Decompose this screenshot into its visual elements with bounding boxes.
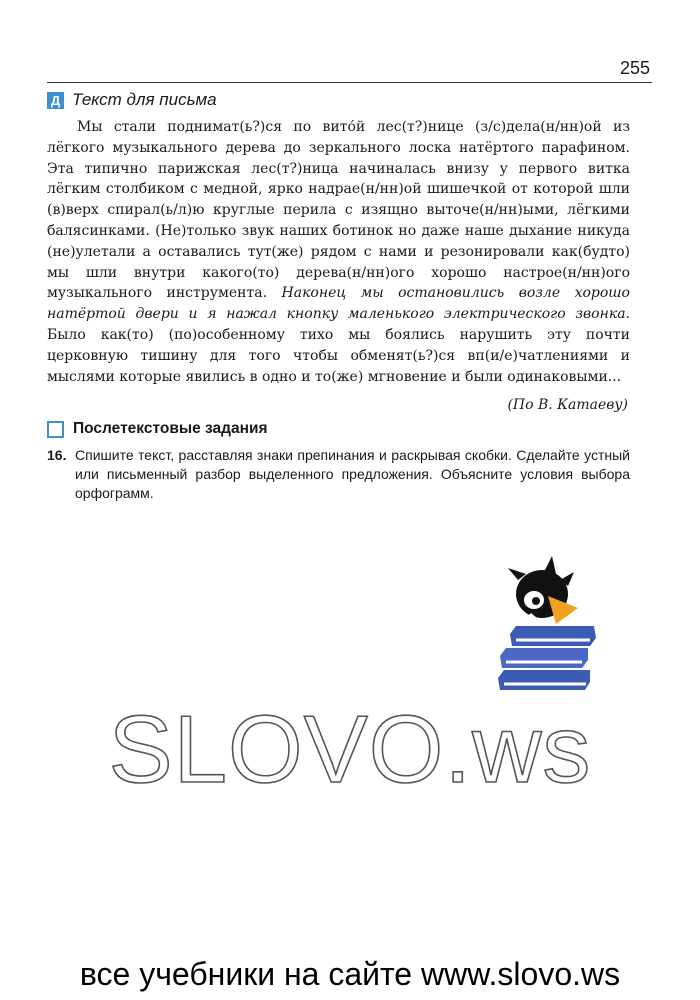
task-item: [47, 446, 630, 503]
tasks-header: [47, 420, 268, 438]
text-before: Мы стали поднимат(ь?)ся по вито́й лес(т?)нице (з/с)дела(н/нн)ой из лёгкого музыкального дерева до зеркального лоска натёртого парафином. Эта типично парижская лес(т?)ница начиналась внизу у первого витка лёгким столбиком с медной, ярко надрае(н/нн)ой шишечкой от которой шли (в)верх спирал(ь/л)ю круглые перила с изящно выточе(н/нн)ыми, лёгкими балясинками. (Не)только звук наших ботинок но даже наше дыхание никуда (не)улетали а оставались тут(же) рядом с нами и резонировали как(будто) мы шли внутри какого(то) дерева(н/нн)ого хорошо настрое(н/нн)ого музыкального инструмента.: [47, 119, 630, 302]
bird-icon: [508, 556, 578, 624]
section-header: [47, 90, 217, 110]
tasks-title: Послетекстовые задания: [73, 420, 268, 437]
watermark: SLOVO.ws: [108, 696, 592, 803]
bird-on-books-icon: [490, 550, 610, 695]
highlighted-sentence: Наконец мы остановились возле хорошо натёртой двери и я нажал кнопку маленького электрического звонка.: [47, 285, 630, 323]
top-rule: [47, 82, 652, 83]
dictation-text: [47, 117, 630, 387]
books-stack-icon: [498, 626, 596, 690]
footer-text: все учебники на сайте www.slovo.ws: [79, 956, 621, 992]
section-title: Текст для письма: [72, 90, 217, 109]
section-badge: Д: [47, 92, 64, 109]
attribution: (По В. Катаеву): [507, 397, 628, 413]
paragraph: [47, 117, 630, 387]
page-number: 255: [619, 58, 650, 78]
text-after: Было как(то) (по)особенному тихо мы боялись нарушить эту почти церковную тишину для того чтобы обменят(ь?)ся вп(и/е)чатлениями и мыслями которые явились в одно и то(же) мгновение и были одинаковыми...: [47, 326, 630, 385]
task-number: 16.: [47, 447, 67, 463]
square-marker-icon: [47, 421, 64, 438]
task-text: Спишите текст, расставляя знаки препинания и раскрывая скобки. Сделайте устный или письменный разбор выделенного предложения. Объясните условия выбора орфограмм.: [75, 447, 630, 501]
